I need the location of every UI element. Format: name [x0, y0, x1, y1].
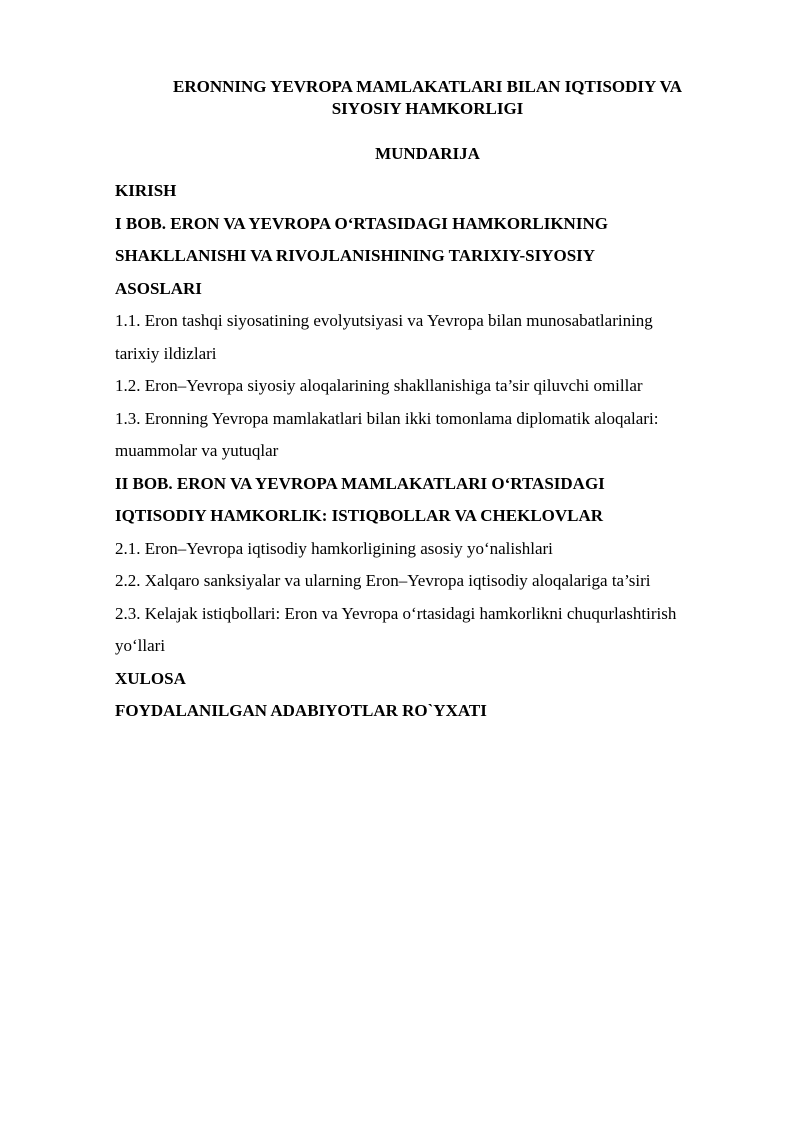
toc-heading: MUNDARIJA	[375, 144, 480, 163]
table-of-contents	[115, 175, 755, 728]
toc-entry-section-1-3-line-1: 1.3. Eronning Yevropa mamlakatlari bilan ikki tomonlama diplomatik aloqalari:	[115, 408, 659, 428]
toc-entry-section-1-3-line-2: muammolar va yutuqlar	[115, 441, 279, 460]
toc-entry-chapter-1-line-2: SHAKLLANISHI VA RIVOJLANISHINING TARIXIY-SIYOSIY	[115, 246, 596, 265]
toc-entry-section-1-1-line-2: tarixiy ildizlari	[115, 343, 217, 363]
toc-entry-chapter-1-line-3: ASOSLARI	[115, 278, 202, 298]
toc-entry-section-1-2: 1.2. Eron–Yevropa siyosiy aloqalarining shakllanishiga ta’sir qiluvchi omillar	[115, 376, 643, 395]
toc-entry-chapter-1-line-1: I BOB. ERON VA YEVROPA O‘RTASIDAGI HAMKORLIKNING	[115, 213, 608, 233]
toc-entry-section-2-1: 2.1. Eron–Yevropa iqtisodiy hamkorligining asosiy yo‘nalishlari	[115, 538, 553, 558]
toc-entry-section-1-1-line-1: 1.1. Eron tashqi siyosatining evolyutsiyasi va Yevropa bilan munosabatlarining	[115, 311, 653, 330]
toc-entry-section-2-3-line-1: 2.3. Kelajak istiqbollari: Eron va Yevropa o‘rtasidagi hamkorlikni chuqurlashtirish	[115, 603, 677, 623]
toc-entry-bibliography: FOYDALANILGAN ADABIYOTLAR RO`YXATI	[115, 701, 487, 720]
toc-entry-chapter-2-line-2: IQTISODIY HAMKORLIK: ISTIQBOLLAR VA CHEKLOVLAR	[115, 506, 604, 525]
document-title	[115, 76, 740, 120]
document-title-line-2: SIYOSIY HAMKORLIGI	[331, 99, 524, 118]
toc-entry-introduction: KIRISH	[115, 181, 177, 200]
toc-entry-chapter-2-line-1: II BOB. ERON VA YEVROPA MAMLAKATLARI O‘RTASIDAGI	[115, 473, 605, 493]
toc-entry-section-2-2: 2.2. Xalqaro sanksiyalar va ularning Eron–Yevropa iqtisodiy aloqalariga ta’siri	[115, 571, 651, 590]
toc-entry-section-2-3-line-2: yo‘llari	[115, 636, 166, 655]
document-title-line-1: ERONNING YEVROPA MAMLAKATLARI BILAN IQTISODIY VA	[173, 77, 682, 96]
toc-entry-conclusion: XULOSA	[115, 668, 186, 688]
